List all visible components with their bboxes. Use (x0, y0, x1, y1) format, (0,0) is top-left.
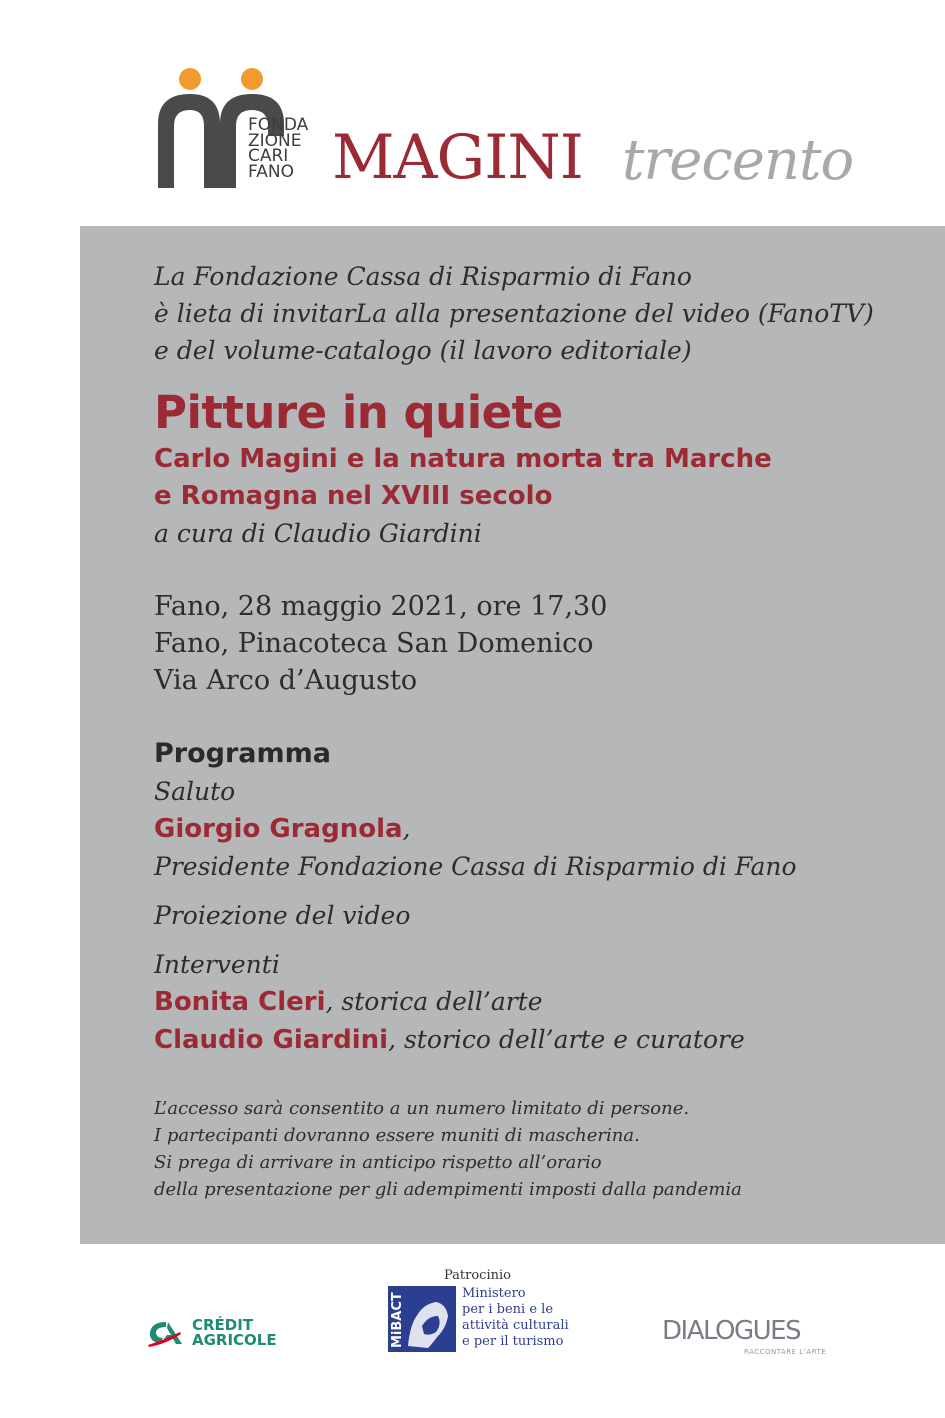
ministero-text (462, 1286, 569, 1350)
programma-saluto: Saluto (154, 777, 236, 806)
intro-line: e del volume-catalogo (il lavoro editoriale) (154, 336, 692, 365)
mibact-logo (388, 1286, 456, 1352)
patrocinio-label: Patrocinio (444, 1268, 511, 1283)
sponsor-footer (0, 1244, 945, 1418)
note-line: L’accesso sarà consentito a un numero limitato di persone. (154, 1098, 690, 1119)
access-notes (154, 1095, 914, 1203)
event-date: Fano, 28 maggio 2021, ore 17,30 (154, 591, 608, 622)
invitation-content (154, 258, 914, 1203)
speaker-name: Bonita Cleri (154, 987, 326, 1017)
note-line: I partecipanti dovranno essere muniti di mascherina. (154, 1125, 640, 1146)
ministero-line: attività culturali (462, 1318, 569, 1333)
intro-line: La Fondazione Cassa di Risparmio di Fano (154, 262, 692, 291)
speaker-role: , storica dell’arte (325, 987, 543, 1016)
logo-line: FONDA (248, 115, 309, 135)
mibact-label: MiBACT (390, 1292, 405, 1348)
logo-line: ZIONE (248, 130, 302, 151)
credit-agricole-icon (146, 1318, 184, 1348)
ca-line: CRÉDIT (192, 1316, 254, 1334)
programma-title: Programma (154, 738, 332, 769)
programma-speaker-2 (154, 983, 914, 1021)
programma-interventi: Interventi (154, 950, 280, 979)
event-venue: Fano, Pinacoteca San Domenico (154, 628, 594, 659)
event-address: Via Arco d’Augusto (154, 665, 418, 696)
speaker-comma: , (402, 814, 411, 843)
book-subtitle-2: e Romagna nel XVIII secolo (154, 481, 553, 511)
title-magini: MAGINI (332, 122, 583, 193)
speaker-role: , storico dell’arte e curatore (388, 1025, 745, 1054)
dialogues-logo: DIALOGUES (662, 1316, 801, 1346)
book-curator: a cura di Claudio Giardini (154, 519, 482, 548)
ca-line: AGRICOLE (192, 1331, 277, 1349)
credit-agricole-logo (146, 1318, 277, 1348)
logo-line: CARI (248, 146, 289, 166)
speaker-name: Giorgio Gragnola (154, 814, 403, 844)
logo-line: FANO (248, 161, 294, 182)
book-subtitle-1: Carlo Magini e la natura morta tra Marche (154, 444, 772, 474)
intro-text (154, 258, 914, 369)
book-title: Pitture in quiete (154, 386, 563, 439)
fondazione-logo (156, 66, 856, 196)
programma-proiezione: Proiezione del video (154, 901, 411, 930)
ministero-line: per i beni e le (462, 1302, 554, 1317)
note-line: della presentazione per gli adempimenti imposti dalla pandemia (154, 1179, 742, 1200)
dialogues-tagline: RACCONTARE L’ARTE (744, 1348, 827, 1356)
fondazione-logo-text (248, 115, 309, 182)
speaker-name: Claudio Giardini (154, 1025, 389, 1055)
credit-agricole-text (192, 1318, 277, 1348)
event-details (154, 588, 914, 699)
intro-line: è lieta di invitarLa alla presentazione del video (FanoTV) (154, 299, 874, 328)
programma-speaker-3 (154, 1021, 914, 1059)
programma-speaker-1 (154, 810, 914, 848)
ministero-line: e per il turismo (462, 1334, 564, 1349)
title-trecento: trecento (622, 128, 854, 193)
speaker-1-role: Presidente Fondazione Cassa di Risparmio di Fano (154, 852, 797, 881)
ministero-line: Ministero (462, 1286, 526, 1301)
note-line: Si prega di arrivare in anticipo rispetto all’orario (154, 1152, 602, 1173)
